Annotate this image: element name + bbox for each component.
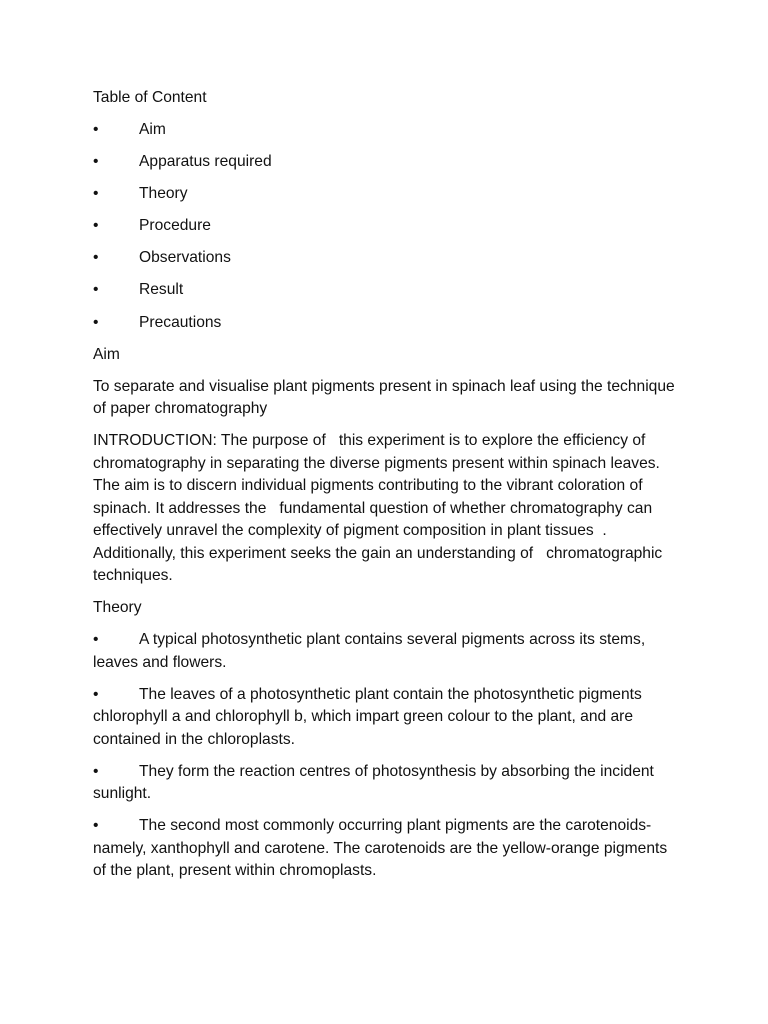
bullet-icon: • [93, 762, 99, 780]
bullet-icon: • [93, 185, 99, 203]
toc-item-label: Observations [139, 249, 231, 267]
toc-item [93, 183, 683, 206]
bullet-icon: • [93, 685, 99, 703]
toc-item [93, 215, 683, 238]
theory-point-text: A typical photosynthetic plant contains several pigments across its stems, leaves and flowers. [93, 631, 650, 671]
theory-heading: Theory [93, 599, 142, 617]
toc-item [93, 279, 683, 302]
toc-title: Table of Content [93, 89, 207, 106]
toc-item-label: Aim [139, 121, 166, 138]
toc-item-label: Theory [139, 185, 188, 203]
introduction-text: INTRODUCTION: The purpose of this experiment is to explore the efficiency of chromatography in separating the diverse pigments present within spinach leaves. The aim is to discern individual pigments contributing to the vibrant coloration of spinach. It addresses the fundamental question of whether chromatography can effectively unravel the complexity of pigment composition in plant tissues . Additionally, this experiment seeks the gain an understanding of chromatographic techniques. [93, 432, 667, 585]
bullet-icon: • [93, 121, 99, 138]
toc-item-label: Precautions [139, 313, 222, 331]
toc-item [93, 312, 683, 335]
bullet-icon: • [93, 249, 99, 267]
theory-point-text: The leaves of a photosynthetic plant contain the photosynthetic pigments chlorophyll a and chlorophyll b, which impart green colour to the plant, and are contained in the chloroplasts. [93, 685, 647, 748]
document-page [93, 87, 683, 892]
theory-point-text: The second most commonly occurring plant pigments are the carotenoids- namely, xanthophyll and carotene. The carotenoids are the yellow-orange pigments of the plant, present within chromoplasts. [93, 817, 672, 880]
aim-heading: Aim [93, 345, 120, 363]
theory-point-text: They form the reaction centres of photosynthesis by absorbing the incident sunlight. [93, 762, 659, 803]
toc-item [93, 151, 683, 174]
toc-item [93, 247, 683, 270]
bullet-icon: • [93, 817, 99, 835]
theory-point [93, 815, 683, 883]
theory-point [93, 761, 683, 806]
bullet-icon: • [93, 313, 99, 331]
bullet-icon: • [93, 217, 99, 235]
theory-point [93, 629, 683, 674]
toc-item-label: Procedure [139, 217, 211, 235]
toc-item [93, 119, 683, 142]
theory-point [93, 684, 683, 752]
bullet-icon: • [93, 153, 99, 171]
toc-item-label: Apparatus required [139, 153, 272, 171]
aim-text: To separate and visualise plant pigments present in spinach leaf using the technique of paper chromatography [93, 377, 680, 418]
toc-item-label: Result [139, 281, 184, 299]
bullet-icon: • [93, 281, 99, 299]
bullet-icon: • [93, 631, 99, 649]
